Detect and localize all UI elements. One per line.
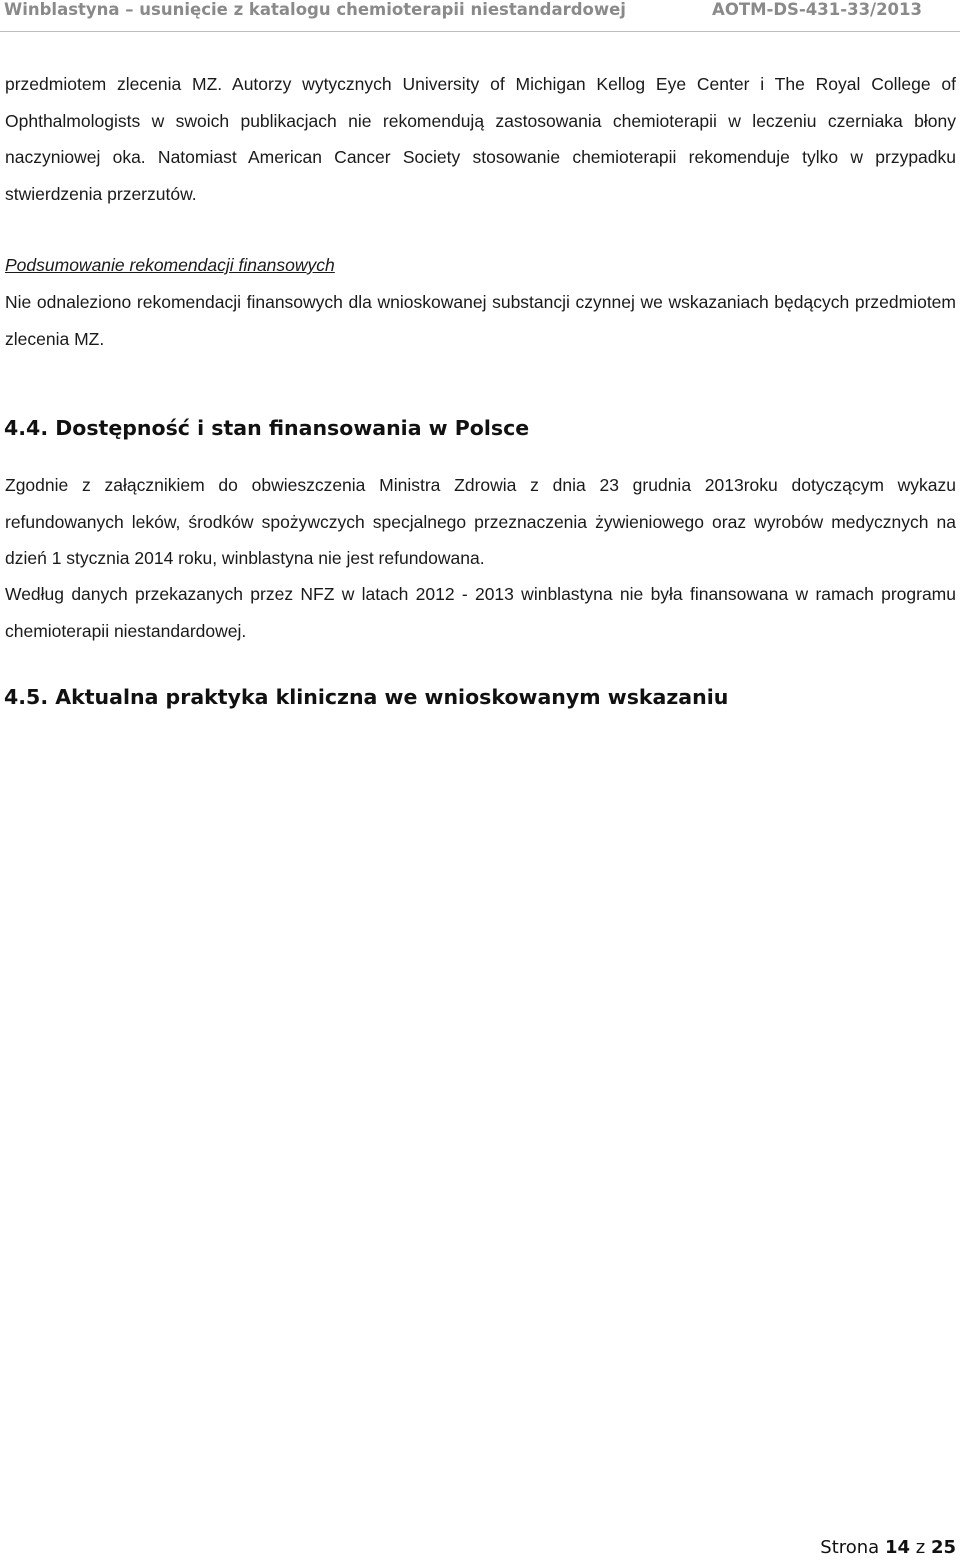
financial-recommendations-subheading (5, 247, 956, 284)
paragraph-guidelines: przedmiotem zlecenia MZ. Autorzy wytycznych University of Michigan Kellog Eye Center i The Royal College of Ophthalmologists w swoich publikacjach nie rekomendują zastosowania chemioterapii w leczeniu czerniaka błony naczyniowej oka. Natomiast American Cancer Society stosowanie chemioterapii rekomenduje tylko w przypadku stwierdzenia przerzutów. (5, 74, 956, 204)
header-document-title: Winblastyna – usunięcie z katalogu chemioterapii niestandardowej (4, 0, 626, 19)
paragraph-reimbursement-status: Zgodnie z załącznikiem do obwieszczenia Ministra Zdrowia z dnia 23 grudnia 2013roku dotyczącym wykazu refundowanych leków, środków spożywczych specjalnego przeznaczenia żywieniowego oraz wyrobów medycznych na dzień 1 stycznia 2014 roku, winblastyna nie jest refundowana. (5, 475, 956, 568)
subheading-text: Podsumowanie rekomendacji finansowych (5, 255, 335, 275)
footer-total-pages: 25 (930, 1537, 956, 1558)
page-number-footer (820, 1537, 956, 1559)
paragraph-nfz-data: Według danych przekazanych przez NFZ w latach 2012 - 2013 winblastyna nie była finansowana w ramach programu chemioterapii niestandardowej. (5, 584, 956, 641)
running-header (0, 0, 960, 24)
footer-label: Strona (820, 1537, 880, 1558)
footer-current-page: 14 (884, 1537, 911, 1558)
section-heading-4-4: 4.4. Dostępność i stan finansowania w Polsce (4, 416, 530, 440)
paragraph-financial-recommendations: Nie odnaleziono rekomendacji finansowych dla wnioskowanej substancji czynnej we wskazaniach będących przedmiotem zlecenia MZ. (5, 292, 956, 349)
header-divider (0, 31, 960, 32)
section-heading-4-5: 4.5. Aktualna praktyka kliniczna we wnioskowanym wskazaniu (4, 685, 729, 709)
footer-of: z (915, 1537, 926, 1558)
header-document-code: AOTM-DS-431-33/2013 (712, 0, 922, 19)
